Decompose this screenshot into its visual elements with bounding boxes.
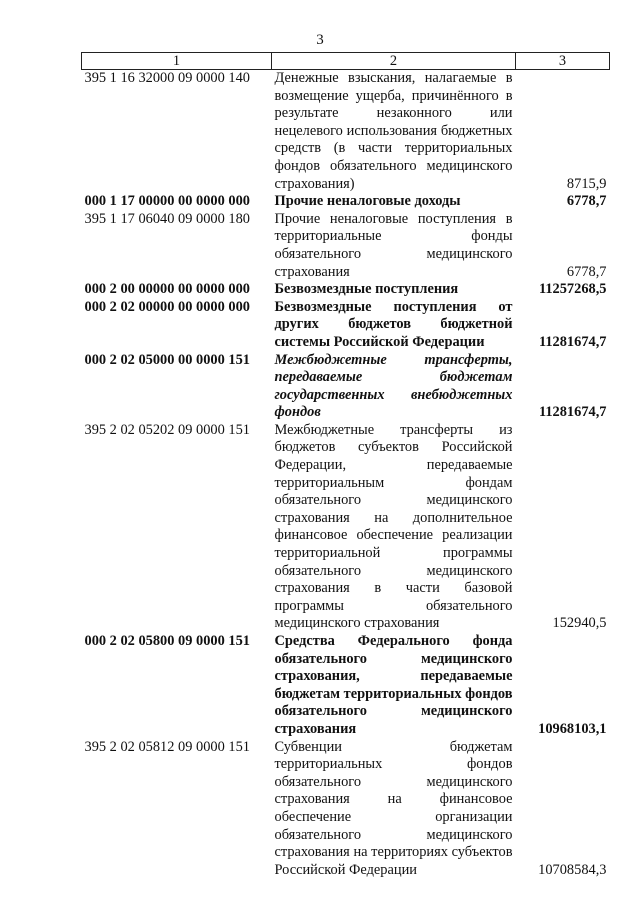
table-row	[82, 299, 610, 352]
revenue-name: Межбюджетные трансферты из бюджетов субъектов Российской Федерации, передаваемые территориальным фондам обязательного медицинского страхования на дополнительное финансовое обеспечение реализации территориальной программы обязательного медицинского страхования в части базовой программы обязательного медицинского страхования	[274, 421, 513, 632]
column-header-code: 1	[82, 53, 272, 70]
amount: 152940,5	[552, 615, 607, 632]
budget-code: 395 2 02 05812 09 0000 151	[84, 738, 250, 755]
table-row	[82, 633, 610, 739]
table-row	[82, 211, 610, 281]
amount: 10708584,3	[538, 861, 607, 878]
budget-code: 000 2 00 00000 00 0000 000	[84, 281, 250, 298]
table-row	[82, 352, 610, 422]
revenue-name: Средства Федерального фонда обязательного медицинского страхования, передаваемые бюджетам территориальных фондов обязательного медицинского страхования	[274, 633, 513, 737]
table-row	[82, 281, 610, 299]
budget-code: 000 1 17 00000 00 0000 000	[84, 193, 250, 210]
amount: 10968103,1	[538, 720, 607, 737]
column-header-name: 2	[272, 53, 516, 70]
column-header-amount: 3	[516, 53, 610, 70]
table-header-row	[82, 53, 610, 70]
budget-code: 395 2 02 05202 09 0000 151	[84, 421, 250, 438]
page-number: 3	[316, 32, 324, 48]
amount: 11281674,7	[538, 333, 607, 350]
amount: 8715,9	[566, 175, 607, 192]
amount: 11257268,5	[538, 281, 607, 298]
budget-code: 000 2 02 00000 00 0000 000	[84, 298, 250, 315]
revenue-name: Безвозмездные поступления	[274, 281, 459, 298]
amount: 6778,7	[566, 263, 607, 280]
amount: 11281674,7	[538, 404, 607, 421]
budget-code: 395 1 17 06040 09 0000 180	[84, 210, 250, 227]
revenue-name: Безвозмездные поступления от других бюджетов бюджетной системы Российской Федерации	[274, 298, 513, 350]
table-row	[82, 193, 610, 211]
budget-revenue-table	[81, 52, 610, 879]
revenue-name: Субвенции бюджетам территориальных фондов обязательного медицинского страхования на финансовое обеспечение организации обязательного медицинского страхования на территориях субъектов Российской Федерации	[274, 738, 513, 878]
table-row	[82, 422, 610, 633]
budget-code: 395 1 16 32000 09 0000 140	[84, 70, 250, 86]
budget-code: 000 2 02 05800 09 0000 151	[84, 633, 250, 649]
revenue-name: Денежные взыскания, налагаемые в возмещение ущерба, причинённого в результате незаконного или нецелевого использования бюджетных средств (в части территориальных фондов обязательного медицинского страхования)	[274, 70, 513, 192]
table-row	[82, 70, 610, 194]
revenue-name: Прочие неналоговые поступления в территориальные фонды обязательного медицинского страхования	[274, 210, 513, 280]
budget-code: 000 2 02 05000 00 0000 151	[84, 351, 250, 368]
revenue-name: Межбюджетные трансферты, передаваемые бюджетам государственных внебюджетных фондов	[274, 351, 513, 421]
table-row	[82, 739, 610, 880]
amount: 6778,7	[566, 193, 607, 210]
revenue-name: Прочие неналоговые доходы	[274, 193, 461, 210]
